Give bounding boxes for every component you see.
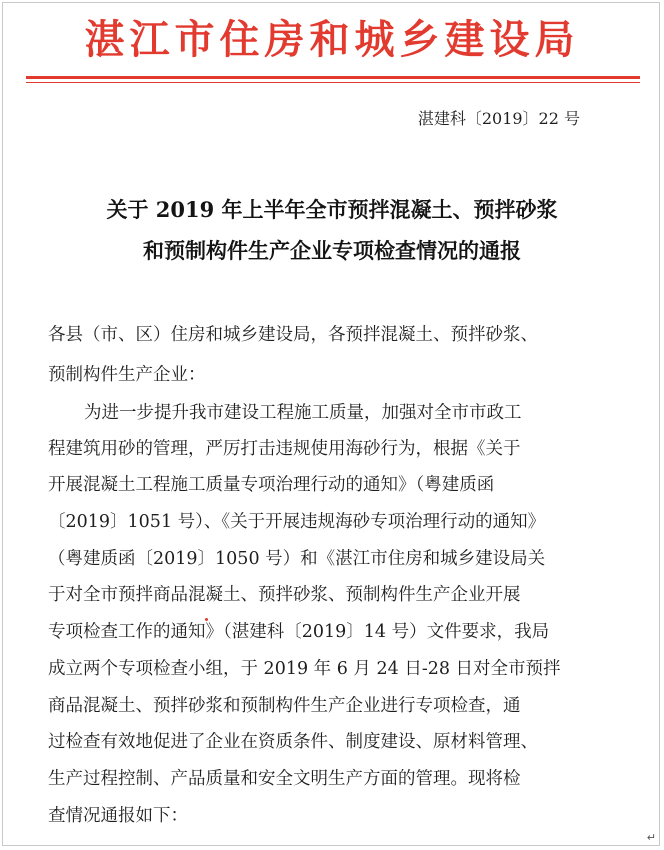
body-line: 生产过程控制、产品质量和安全文明生产方面的管理。现将检 — [48, 769, 521, 789]
body-line: 〔2019〕1051 号）、《关于开展违规海砂专项治理行动的通知》 — [48, 512, 546, 532]
body-line: 查情况通报如下： — [48, 806, 188, 826]
letterhead-title: 湛江市住房和城乡建设局 — [84, 16, 580, 63]
body-line: 于对全市预拌商品混凝土、预拌砂浆、预制构件生产企业开展 — [48, 585, 521, 605]
body-line: 专项检查工作的通知》（湛建科〔2019〕14 号）文件要求，我局 — [48, 622, 550, 642]
stray-red-mark — [205, 618, 208, 621]
salutation-line-1: 各县（市、区）住房和城乡建设局，各预拌混凝土、预拌砂浆、 — [48, 325, 538, 345]
document-number: 湛建科〔2019〕22 号 — [417, 109, 580, 128]
salutation-line-2: 预制构件生产企业： — [48, 365, 206, 385]
document-title-line-1: 关于 2019 年上半年全市预拌混凝土、预拌砂浆 — [106, 197, 558, 222]
paragraph-mark-icon: ↵ — [646, 831, 656, 844]
body-line: 成立两个专项检查小组，于 2019 年 6 月 24 日-28 日对全市预拌 — [48, 659, 561, 679]
body-line: 开展混凝土工程施工质量专项治理行动的通知》（粤建质函 — [48, 475, 495, 495]
letterhead-rule-thick — [26, 76, 640, 79]
body-line: 过检查有效地促进了企业在资质条件、制度建设、原材料管理、 — [48, 732, 538, 752]
body-line: 程建筑用砂的管理，严厉打击违规使用海砂行为，根据《关于 — [48, 439, 521, 459]
body-line: 商品混凝土、预拌砂浆和预制构件生产企业进行专项检查，通 — [48, 696, 521, 716]
letterhead-rule-thin — [26, 82, 640, 83]
document-title-line-2: 和预制构件生产企业专项检查情况的通报 — [143, 238, 521, 263]
body-line: （粤建质函〔2019〕1050 号）和《湛江市住房和城乡建设局关 — [48, 549, 546, 569]
body-line: 为进一步提升我市建设工程施工质量，加强对全市市政工 — [84, 403, 522, 423]
